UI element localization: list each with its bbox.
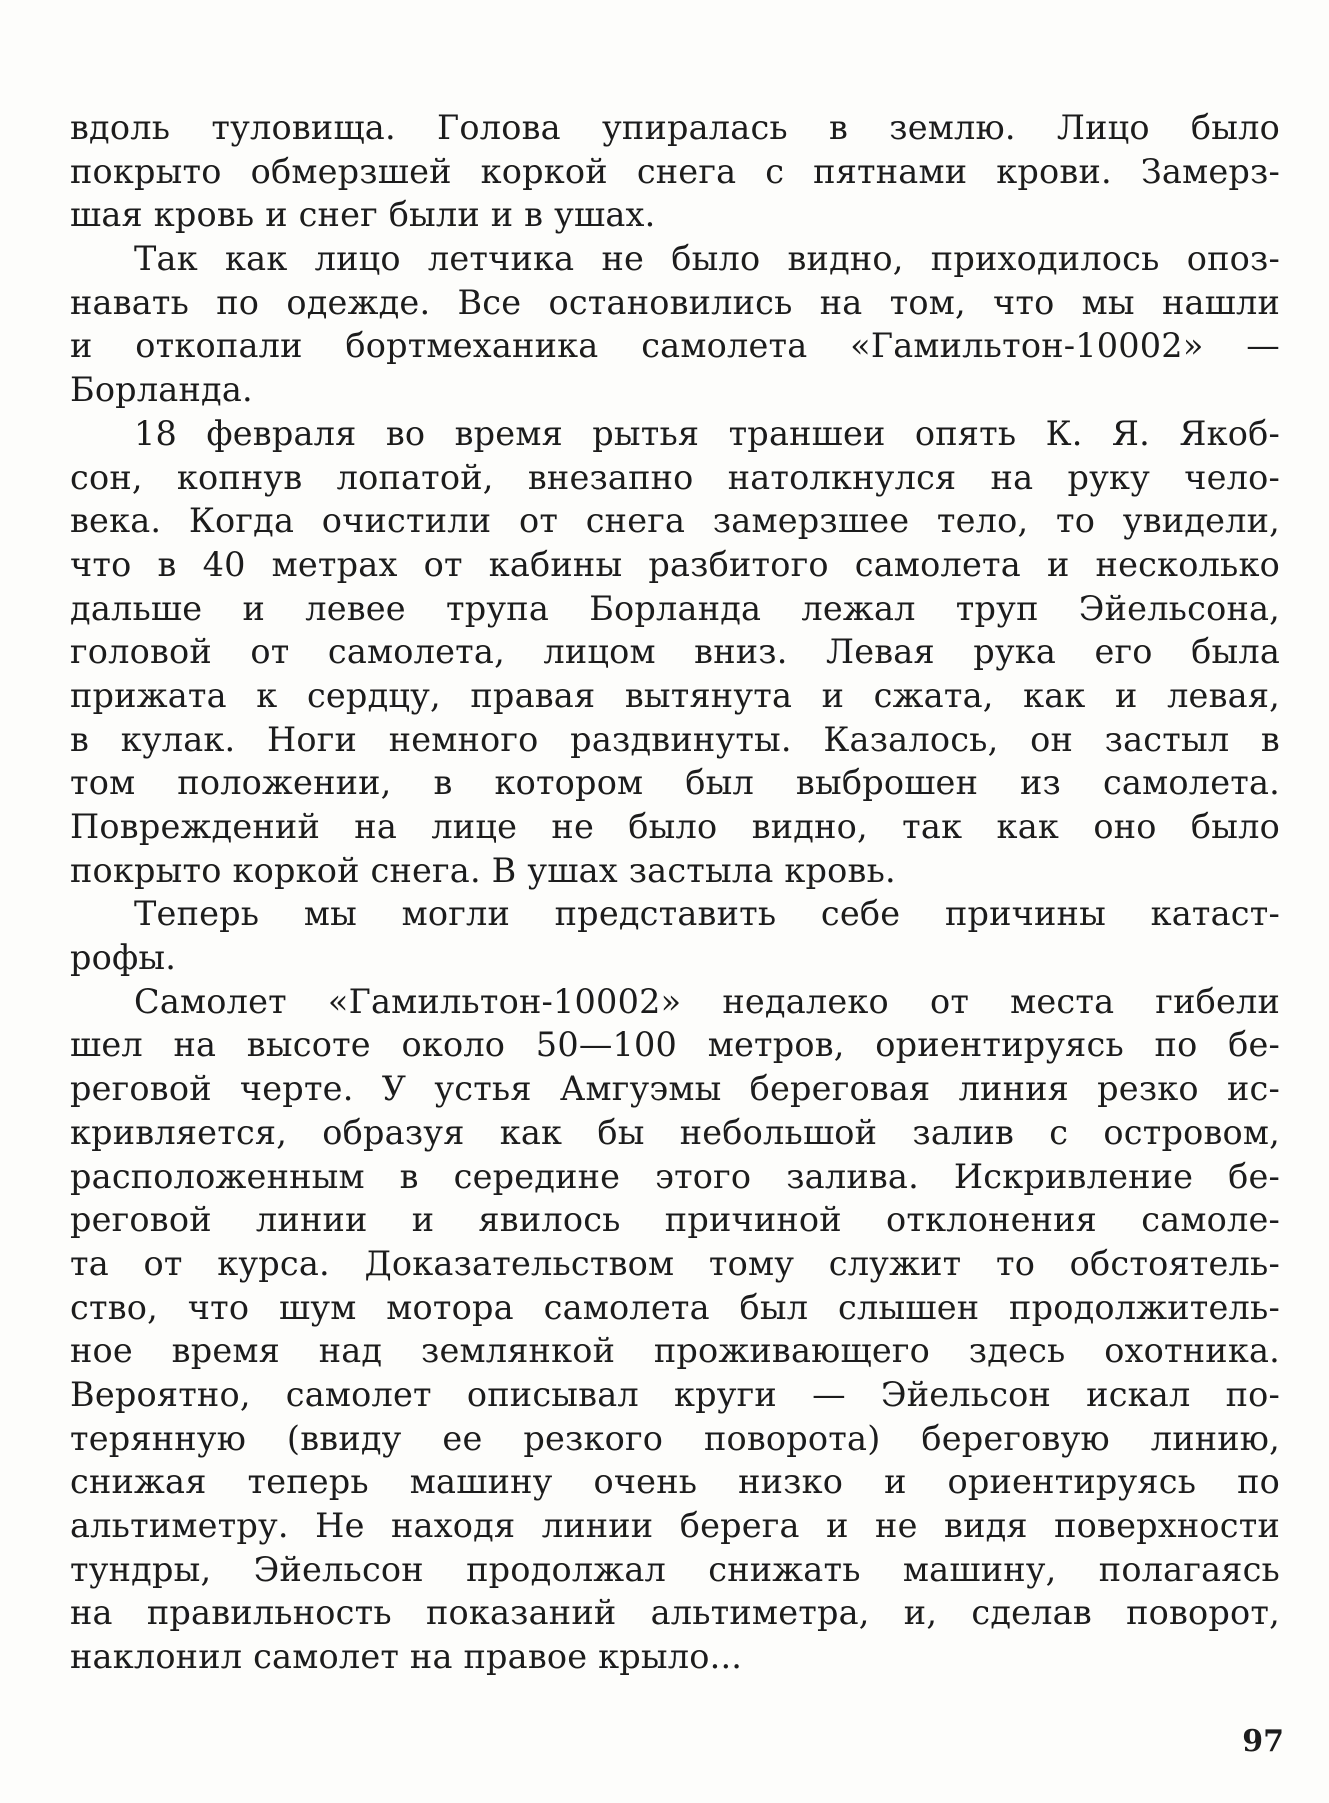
text-line: на правильность показаний альтиметра, и, сделав поворот, [70,1593,1280,1633]
text-line: века. Когда очистили от снега замерзшее тело, то увидели, [70,501,1280,541]
text-line: рофы. [70,938,177,978]
text-line: в кулак. Ноги немного раздвинуты. Казалось, он застыл в [70,719,1280,759]
text-line: головой от самолета, лицом вниз. Левая рука его была [70,632,1280,672]
text-line: прижата к сердцу, правая вытянута и сжата, как и левая, [70,675,1280,715]
text-line: тундры, Эйельсон продолжал снижать машину, полагаясь [70,1549,1280,1589]
text-line: реговой черте. У устья Амгуэмы береговая линия резко ис- [70,1069,1280,1109]
text-line: альтиметру. Не находя линии берега и не видя поверхности [70,1506,1280,1545]
text-line: навать по одежде. Все остановились на том, что мы нашли [70,282,1280,322]
body-text [70,106,1280,1679]
text-line: терянную (ввиду ее резкого поворота) береговую линию, [70,1418,1280,1458]
text-line: шая кровь и снег были и в ушах. [70,195,656,235]
text-line: Повреждений на лице не было видно, так как оно было [70,807,1280,846]
paragraph-first-line: Так как лицо летчика не было видно, приходилось опоз- [134,239,1280,279]
text-line: реговой линии и явилось причиной отклонения самоле- [70,1200,1280,1240]
text-line: что в 40 метрах от кабины разбитого самолета и несколько [70,544,1280,584]
text-line: покрыто обмерзшей коркой снега с пятнами крови. Замерз- [70,151,1280,191]
text-line: сон, копнув лопатой, внезапно натолкнулся на руку чело- [70,457,1280,497]
text-line: шел на высоте около 50—100 метров, ориентируясь по бе- [70,1025,1280,1065]
text-line: кривляется, образуя как бы небольшой залив с островом, [70,1112,1280,1152]
text-line: покрыто коркой снега. В ушах застыла кровь. [70,850,896,890]
text-line: та от курса. Доказательством тому служит то обстоятель- [70,1243,1280,1283]
paragraph-first-line: Теперь мы могли представить себе причины катаст- [134,894,1280,934]
text-line: дальше и левее трупа Борланда лежал труп Эйельсона, [70,588,1280,628]
text-line: расположенным в середине этого залива. Искривление бе- [70,1156,1280,1196]
text-line: том положении, в котором был выброшен из самолета. [70,763,1280,803]
text-line: наклонил самолет на правое крыло... [70,1637,743,1677]
text-line: ство, что шум мотора самолета был слышен продолжитель- [70,1287,1280,1327]
text-line: Борланда. [70,370,253,410]
page-number: 97 [1242,1724,1284,1759]
text-line: снижая теперь машину очень низко и ориентируясь по [70,1462,1280,1502]
text-line: Вероятно, самолет описывал круги — Эйельсон искал по- [70,1374,1280,1414]
paragraph-first-line: Самолет «Гамильтон-10002» недалеко от места гибели [134,981,1280,1021]
text-line: вдоль туловища. Голова упиралась в землю. Лицо было [70,108,1280,147]
paragraph-first-line: 18 февраля во время рытья траншеи опять К. Я. Якоб- [134,413,1280,453]
text-line: и откопали бортмеханика самолета «Гамильтон-10002» — [70,326,1280,366]
text-line: ное время над землянкой проживающего здесь охотника. [70,1331,1280,1371]
